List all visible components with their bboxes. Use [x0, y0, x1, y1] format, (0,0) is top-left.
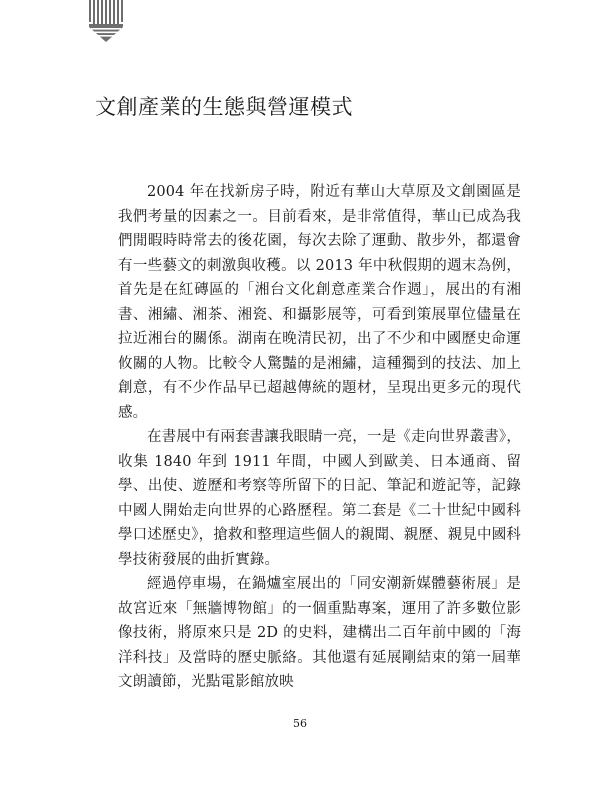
body-text — [118, 180, 521, 695]
page-number: 56 — [293, 717, 307, 730]
paragraph: 2004 年在找新房子時，附近有華山大草原及文創園區是我們考量的因素之一。目前看來，是非常值得，華山已成為我們閒暇時時常去的後花園，每次去除了運動、散步外，都還會有一些藝文的刺激與收穫。以 2013 年中秋假期的週末為例，首先是在紅磚區的「湘台文化創意產業合作週」，展出的有湘書、湘繡、湘茶、湘瓷、和攝影展等，可看到策展單位儘量在拉近湘台的關係。湖南在晚清民初，出了不少和中國歷史命運攸關的人物。比較令人驚豔的是湘繡，這種獨到的技法、加上創意，有不少作品早已超越傳統的題材，呈現出更多元的現代感。 — [118, 184, 521, 421]
paragraph: 在書展中有兩套書讓我眼睛一亮，一是《走向世界叢書》，收集 1840 年到 1911 年間，中國人到歐美、日本通商、留學、出使、遊歷和考察等所留下的日記、筆記和遊記等，記錄中國人開始走向世界的心路歷程。第二套是《二十世紀中國科學口述歷史》，搶救和整理這些個人的親聞、親歷、親見中國科學技術發展的曲折實錄。 — [118, 429, 521, 568]
paragraph: 經過停車場，在鍋爐室展出的「同安潮新媒體藝術展」是故宮近來「無牆博物館」的一個重點專案，運用了許多數位影像技術，將原來只是 2D 的史料，建構出二百年前中國的「海洋科技」及當時的歷史脈絡。其他還有延展剛結束的第一屆華文朗讀節，光點電影館放映 — [118, 576, 521, 690]
chapter-title: 文創產業的生態與營運模式 — [95, 95, 353, 119]
comb-ornament-icon — [88, 0, 124, 42]
